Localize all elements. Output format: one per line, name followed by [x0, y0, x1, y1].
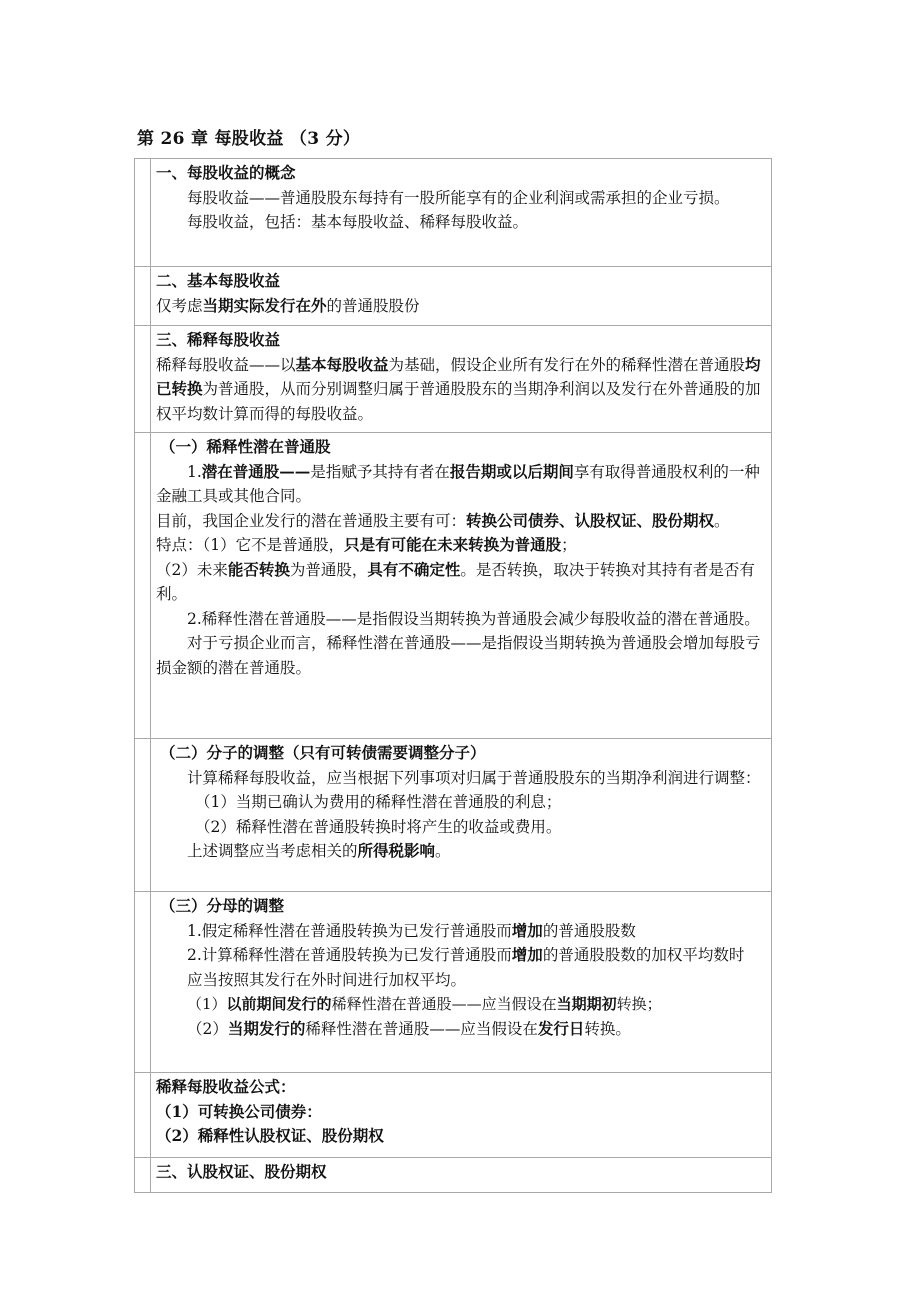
text-span: 稀释每股收益——以 — [156, 355, 296, 374]
text-span: 。是否转换，取决于转换对其持有者是否有利。 — [156, 560, 755, 603]
text-span: （2） — [187, 1019, 228, 1038]
bold-span: 以前期间发行的 — [226, 995, 332, 1013]
paragraph: 应当按照其发行在外时间进行加权平均。 — [187, 970, 467, 989]
row-gutter — [135, 1073, 151, 1157]
section-heading: （一）稀释性潜在普通股 — [160, 437, 331, 456]
text-span: 的普通股股数 — [542, 921, 636, 940]
bold-span: 转换公司债券、认股权证、股份期权 — [466, 510, 715, 530]
row-gutter — [135, 267, 151, 325]
table-cell — [151, 739, 771, 891]
text-span: 转换。 — [584, 1019, 631, 1038]
paragraph — [156, 1017, 767, 1042]
paragraph: 计算稀释每股收益，应当根据下列事项对归属于普通股股东的当期净利润进行调整： — [187, 768, 761, 787]
text-span: 1. — [187, 462, 202, 481]
table-cell — [151, 1073, 771, 1157]
text-span: 。 — [435, 842, 451, 860]
paragraph — [156, 943, 767, 968]
bold-span: 报告期或以后期间 — [449, 461, 574, 481]
text-span: ； — [561, 536, 577, 554]
row-gutter — [135, 159, 151, 266]
table-cell — [151, 892, 771, 1072]
paragraph: 每股收益——普通股股东每持有一股所能享有的企业利润或需承担的企业亏损。 — [187, 188, 730, 207]
text-span: 。 — [714, 511, 730, 530]
text-span: 的普通股股份 — [326, 296, 420, 315]
table-cell — [151, 433, 771, 738]
paragraph — [156, 509, 767, 534]
table-cell — [151, 267, 771, 325]
content-table — [134, 158, 772, 1193]
text-span: 享有取得普通股权利的一种金融工具或其他合同。 — [156, 462, 760, 505]
bold-span: 潜在普通股—— — [201, 461, 311, 481]
bold-span: 能否转换 — [227, 559, 290, 579]
bold-span: 均已转换 — [156, 354, 761, 398]
paragraph: 2.稀释性潜在普通股——是指假设当期转换为普通股会减少每股收益的潜在普通股。 — [187, 609, 760, 628]
text-span: 上述调整应当考虑相关的 — [187, 842, 358, 860]
row-gutter — [135, 739, 151, 891]
table-row — [135, 891, 771, 1072]
paragraph: （1）当期已确认为费用的稀释性潜在普通股的利息； — [195, 793, 562, 811]
paragraph: 对于亏损企业而言，稀释性潜在普通股——是指假设当期转换为普通股会增加每股亏损金额的潜在普通股。 — [156, 634, 761, 677]
text-span: 为普通股， — [289, 560, 368, 579]
text-span: 为基础，假设企业所有发行在外的稀释性潜在普通股 — [388, 355, 746, 374]
paragraph — [156, 353, 767, 427]
paragraph — [156, 919, 767, 944]
text-span: 1.假定稀释性潜在普通股转换为已发行普通股而 — [187, 921, 512, 940]
bold-span: 只是有可能在未来转换为普通股 — [344, 535, 562, 554]
text-span: 转换； — [616, 995, 662, 1013]
paragraph: （2）稀释性认股权证、股份期权 — [156, 1126, 384, 1145]
bold-span: 当期发行的 — [227, 1018, 306, 1038]
paragraph — [156, 294, 767, 319]
text-span: 仅考虑 — [156, 296, 203, 315]
paragraph — [156, 558, 767, 607]
bold-span: 发行日 — [537, 1018, 585, 1038]
bold-span: 增加 — [511, 945, 543, 964]
paragraph: （2）稀释性潜在普通股转换时将产生的收益或费用。 — [195, 817, 562, 836]
paragraph: 每股收益，包括：基本每股收益、稀释每股收益。 — [187, 213, 529, 231]
table-cell — [151, 326, 771, 432]
paragraph — [156, 992, 767, 1017]
table-row — [135, 432, 771, 738]
section-heading: 一、每股收益的概念 — [156, 163, 296, 182]
text-span: 是指赋予其持有者在 — [310, 462, 450, 481]
text-span: 稀释性潜在普通股——应当假设在 — [305, 1019, 538, 1038]
table-row — [135, 1157, 771, 1192]
section-heading: 三、认股权证、股份期权 — [156, 1162, 327, 1181]
paragraph — [156, 460, 767, 509]
text-span: 稀释性潜在普通股——应当假设在 — [331, 995, 557, 1013]
table-cell — [151, 1158, 771, 1192]
section-heading: 二、基本每股收益 — [156, 271, 281, 290]
section-heading: （三）分母的调整 — [160, 896, 285, 915]
chapter-title: 第 26 章 每股收益 （3 分） — [137, 129, 361, 149]
text-span: 的普通股股数的加权平均数时 — [542, 946, 745, 964]
row-gutter — [135, 433, 151, 738]
table-row — [135, 325, 771, 432]
section-heading: 稀释每股收益公式： — [156, 1077, 296, 1096]
table-row — [135, 159, 771, 266]
bold-span: 基本每股收益 — [295, 354, 389, 374]
bold-span: 当期实际发行在外 — [202, 295, 327, 315]
bold-span: 具有不确定性 — [367, 559, 461, 579]
row-gutter — [135, 1158, 151, 1192]
table-row — [135, 266, 771, 325]
text-span: 2.计算稀释性潜在普通股转换为已发行普通股而 — [187, 946, 512, 964]
bold-span: 当期期初 — [556, 995, 617, 1013]
bold-span: 所得税影响 — [357, 841, 436, 860]
row-gutter — [135, 892, 151, 1072]
section-heading: 三、稀释每股收益 — [156, 330, 281, 349]
row-gutter — [135, 326, 151, 432]
paragraph — [156, 839, 767, 864]
paragraph: （1）可转换公司债券： — [156, 1101, 322, 1121]
table-row — [135, 738, 771, 891]
text-span: 为普通股，从而分别调整归属于普通股股东的当期净利润以及发行在外普通股的加权平均数计算而得的每股收益。 — [156, 380, 761, 423]
text-span: （1） — [187, 995, 227, 1013]
table-cell — [151, 159, 771, 266]
text-span: （2）未来 — [156, 560, 228, 579]
section-heading: （二）分子的调整（只有可转债需要调整分子） — [160, 743, 486, 762]
text-span: 特点：（1）它不是普通股， — [156, 536, 345, 554]
text-span: 目前，我国企业发行的潜在普通股主要有可： — [156, 511, 467, 530]
table-row — [135, 1072, 771, 1157]
bold-span: 增加 — [511, 920, 543, 940]
paragraph — [156, 533, 767, 558]
